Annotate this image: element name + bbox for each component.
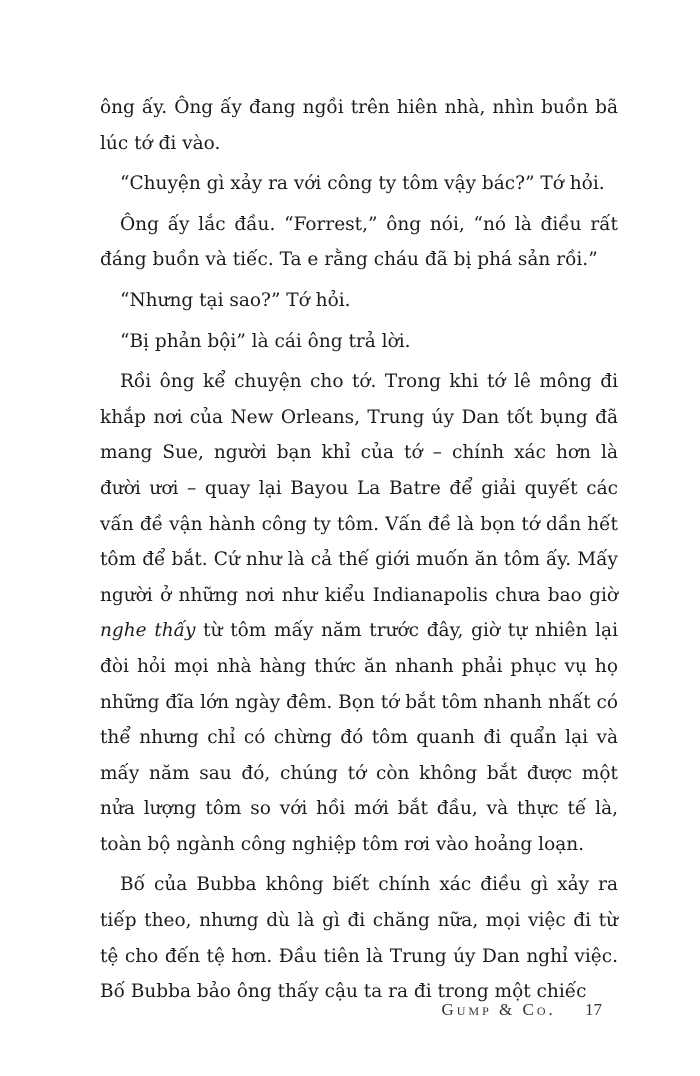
running-title: Gump & Co.	[441, 1000, 556, 1019]
paragraph-6: Rồi ông kể chuyện cho tớ. Trong khi tớ lê mông đi khắp nơi của New Orleans, Trung úy Dan tốt bụng đã mang Sue, người bạn khỉ của tớ – chính xác hơn là đười ươi – quay lại Bayou La Batre để giải quyết các vấn đề vận hành công ty tôm. Vấn đề là bọn tớ dần hết tôm để bắt. Cứ như là cả thế giới muốn ăn tôm ấy. Mấy người ở những nơi như kiểu Indianapolis chưa bao giờ nghe thấy từ tôm mấy năm trước đây, giờ tự nhiên lại đòi hỏi mọi nhà hàng thức ăn nhanh phải phục vụ họ những đĩa lớn ngày đêm. Bọn tớ bắt tôm nhanh nhất có thể nhưng chỉ có chừng đó tôm quanh đi quẩn lại và mấy năm sau đó, chúng tớ còn không bắt được một nửa lượng tôm so với hồi mới bắt đầu, và thực tế là, toàn bộ ngành công nghiệp tôm rơi vào hoảng loạn.	[100, 371, 618, 855]
paragraph-4: “Nhưng tại sao?” Tớ hỏi.	[120, 289, 351, 311]
paragraph-1: ông ấy. Ông ấy đang ngồi trên hiên nhà, nhìn buồn bã lúc tớ đi vào.	[100, 97, 618, 154]
paragraph-3: Ông ấy lắc đầu. “Forrest,” ông nói, “nó là điều rất đáng buồn và tiếc. Ta e rằng cháu đã bị phá sản rồi.”	[100, 213, 618, 271]
body-text	[100, 90, 618, 1015]
emphasis: nghe thấy	[100, 620, 196, 642]
paragraph-5: “Bị phản bội” là cái ông trả lời.	[120, 330, 411, 352]
page-footer	[441, 1000, 602, 1020]
page-number: 17	[585, 1000, 602, 1019]
paragraph-7: Bố của Bubba không biết chính xác điều gì xảy ra tiếp theo, nhưng dù là gì đi chăng nữa, mọi việc đi từ tệ cho đến tệ hơn. Đầu tiên là Trung úy Dan nghỉ việc. Bố Bubba bảo ông thấy cậu ta ra đi trong một chiếc	[100, 874, 618, 1003]
paragraph-2: “Chuyện gì xảy ra với công ty tôm vậy bác?” Tớ hỏi.	[120, 173, 605, 195]
